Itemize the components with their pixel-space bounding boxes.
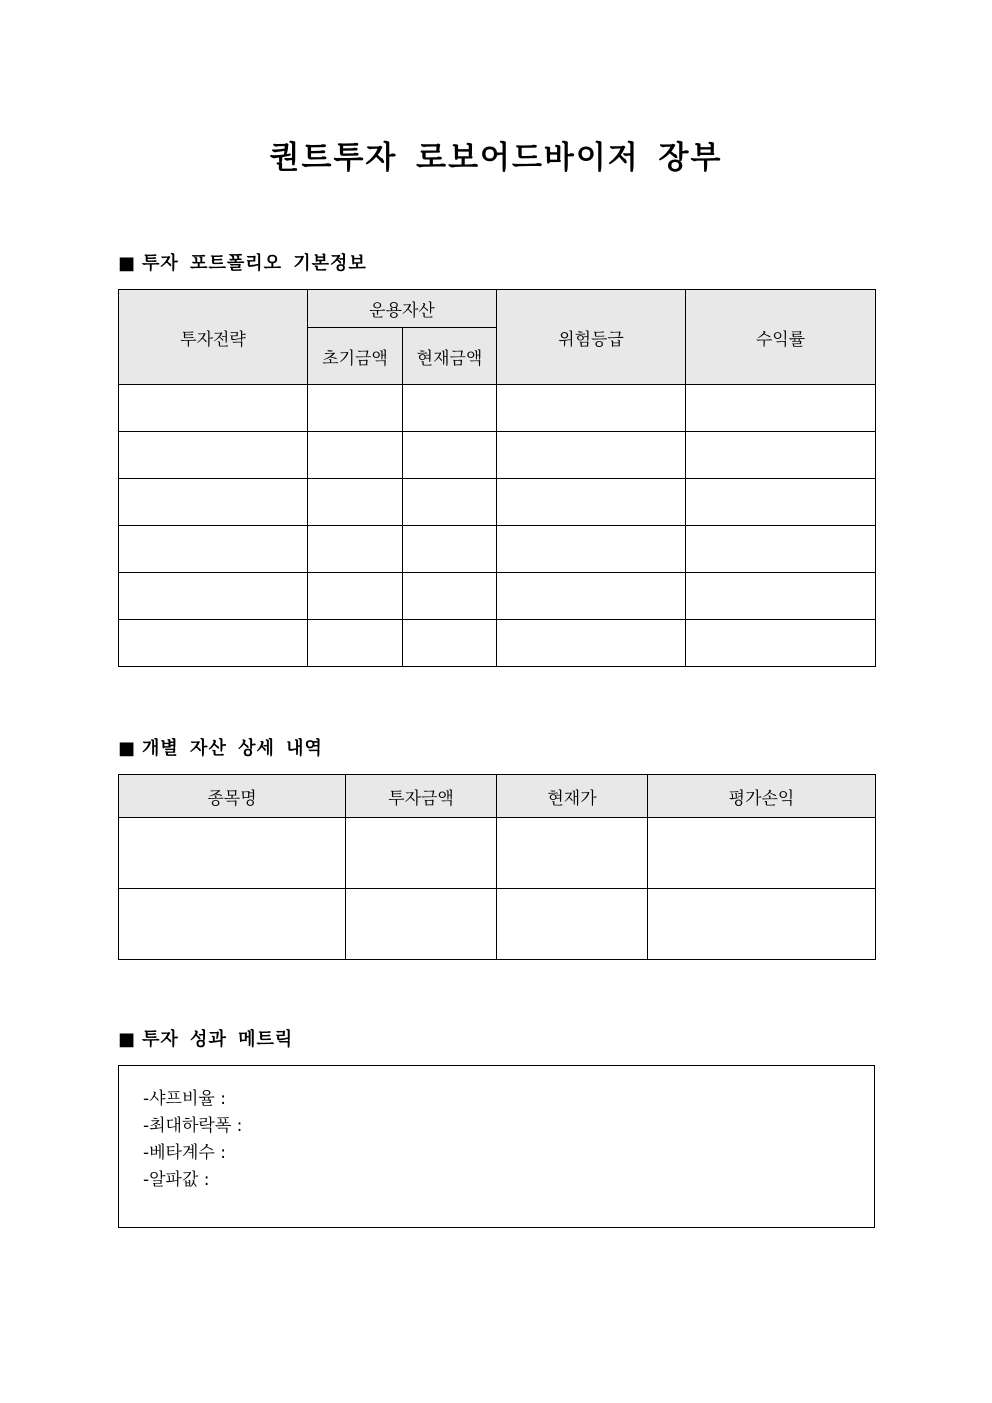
- header-return-rate: 수익률: [686, 290, 876, 385]
- return-rate-cell[interactable]: [686, 432, 876, 479]
- current-amount-cell[interactable]: [403, 432, 497, 479]
- table-row: [119, 385, 876, 432]
- return-rate-cell[interactable]: [686, 479, 876, 526]
- strategy-cell[interactable]: [119, 620, 308, 667]
- document-title: 퀀트투자 로보어드바이저 장부: [269, 140, 723, 176]
- section-heading-assets: [118, 737, 323, 761]
- current-amount-cell[interactable]: [403, 479, 497, 526]
- current-price-cell[interactable]: [497, 818, 648, 889]
- risk-grade-cell[interactable]: [497, 385, 686, 432]
- section-heading-portfolio-label: 투자 포트폴리오 기본정보: [142, 253, 367, 274]
- strategy-cell[interactable]: [119, 479, 308, 526]
- initial-amount-cell[interactable]: [308, 479, 403, 526]
- current-amount-cell[interactable]: [403, 526, 497, 573]
- section-marker-icon: ■: [118, 738, 137, 759]
- initial-amount-cell[interactable]: [308, 620, 403, 667]
- valuation-pnl-cell[interactable]: [648, 889, 876, 960]
- metric-sharpe-ratio: -샤프비율 :: [143, 1089, 226, 1109]
- risk-grade-cell[interactable]: [497, 526, 686, 573]
- section-heading-portfolio: [118, 252, 367, 276]
- strategy-cell[interactable]: [119, 526, 308, 573]
- current-price-cell[interactable]: [497, 889, 648, 960]
- initial-amount-cell[interactable]: [308, 526, 403, 573]
- item-name-cell[interactable]: [119, 889, 346, 960]
- risk-grade-cell[interactable]: [497, 432, 686, 479]
- header-risk-grade: 위험등급: [497, 290, 686, 385]
- strategy-cell[interactable]: [119, 432, 308, 479]
- header-invest-amount: 투자금액: [346, 775, 497, 818]
- header-assets-group: 운용자산: [308, 290, 497, 328]
- table-row: [119, 526, 876, 573]
- portfolio-table: [118, 289, 876, 667]
- invest-amount-cell[interactable]: [346, 889, 497, 960]
- initial-amount-cell[interactable]: [308, 432, 403, 479]
- table-row: [119, 620, 876, 667]
- initial-amount-cell[interactable]: [308, 385, 403, 432]
- metrics-box: [118, 1065, 875, 1228]
- invest-amount-cell[interactable]: [346, 818, 497, 889]
- return-rate-cell[interactable]: [686, 573, 876, 620]
- strategy-cell[interactable]: [119, 385, 308, 432]
- header-strategy: 투자전략: [119, 290, 308, 385]
- header-valuation-pnl: 평가손익: [648, 775, 876, 818]
- strategy-cell[interactable]: [119, 573, 308, 620]
- return-rate-cell[interactable]: [686, 385, 876, 432]
- section-heading-assets-label: 개별 자산 상세 내역: [142, 738, 323, 759]
- header-current-amount: 현재금액: [403, 328, 497, 385]
- table-row: [119, 889, 876, 960]
- table-row: [119, 573, 876, 620]
- header-current-price: 현재가: [497, 775, 648, 818]
- section-marker-icon: ■: [118, 253, 137, 274]
- metric-max-drawdown: -최대하락폭 :: [143, 1116, 243, 1136]
- metrics-list: [143, 1086, 242, 1194]
- table-row: [119, 818, 876, 889]
- risk-grade-cell[interactable]: [497, 479, 686, 526]
- valuation-pnl-cell[interactable]: [648, 818, 876, 889]
- header-initial-amount: 초기금액: [308, 328, 403, 385]
- metric-alpha: -알파값 :: [143, 1170, 210, 1190]
- metric-beta: -베타계수 :: [143, 1143, 226, 1163]
- section-marker-icon: ■: [118, 1029, 137, 1050]
- table-row: [119, 432, 876, 479]
- current-amount-cell[interactable]: [403, 385, 497, 432]
- item-name-cell[interactable]: [119, 818, 346, 889]
- initial-amount-cell[interactable]: [308, 573, 403, 620]
- risk-grade-cell[interactable]: [497, 620, 686, 667]
- risk-grade-cell[interactable]: [497, 573, 686, 620]
- current-amount-cell[interactable]: [403, 573, 497, 620]
- return-rate-cell[interactable]: [686, 526, 876, 573]
- table-row: [119, 479, 876, 526]
- section-heading-metrics-label: 투자 성과 메트릭: [142, 1029, 294, 1050]
- section-heading-metrics: [118, 1028, 293, 1052]
- assets-table: [118, 774, 876, 960]
- current-amount-cell[interactable]: [403, 620, 497, 667]
- return-rate-cell[interactable]: [686, 620, 876, 667]
- header-item-name: 종목명: [119, 775, 346, 818]
